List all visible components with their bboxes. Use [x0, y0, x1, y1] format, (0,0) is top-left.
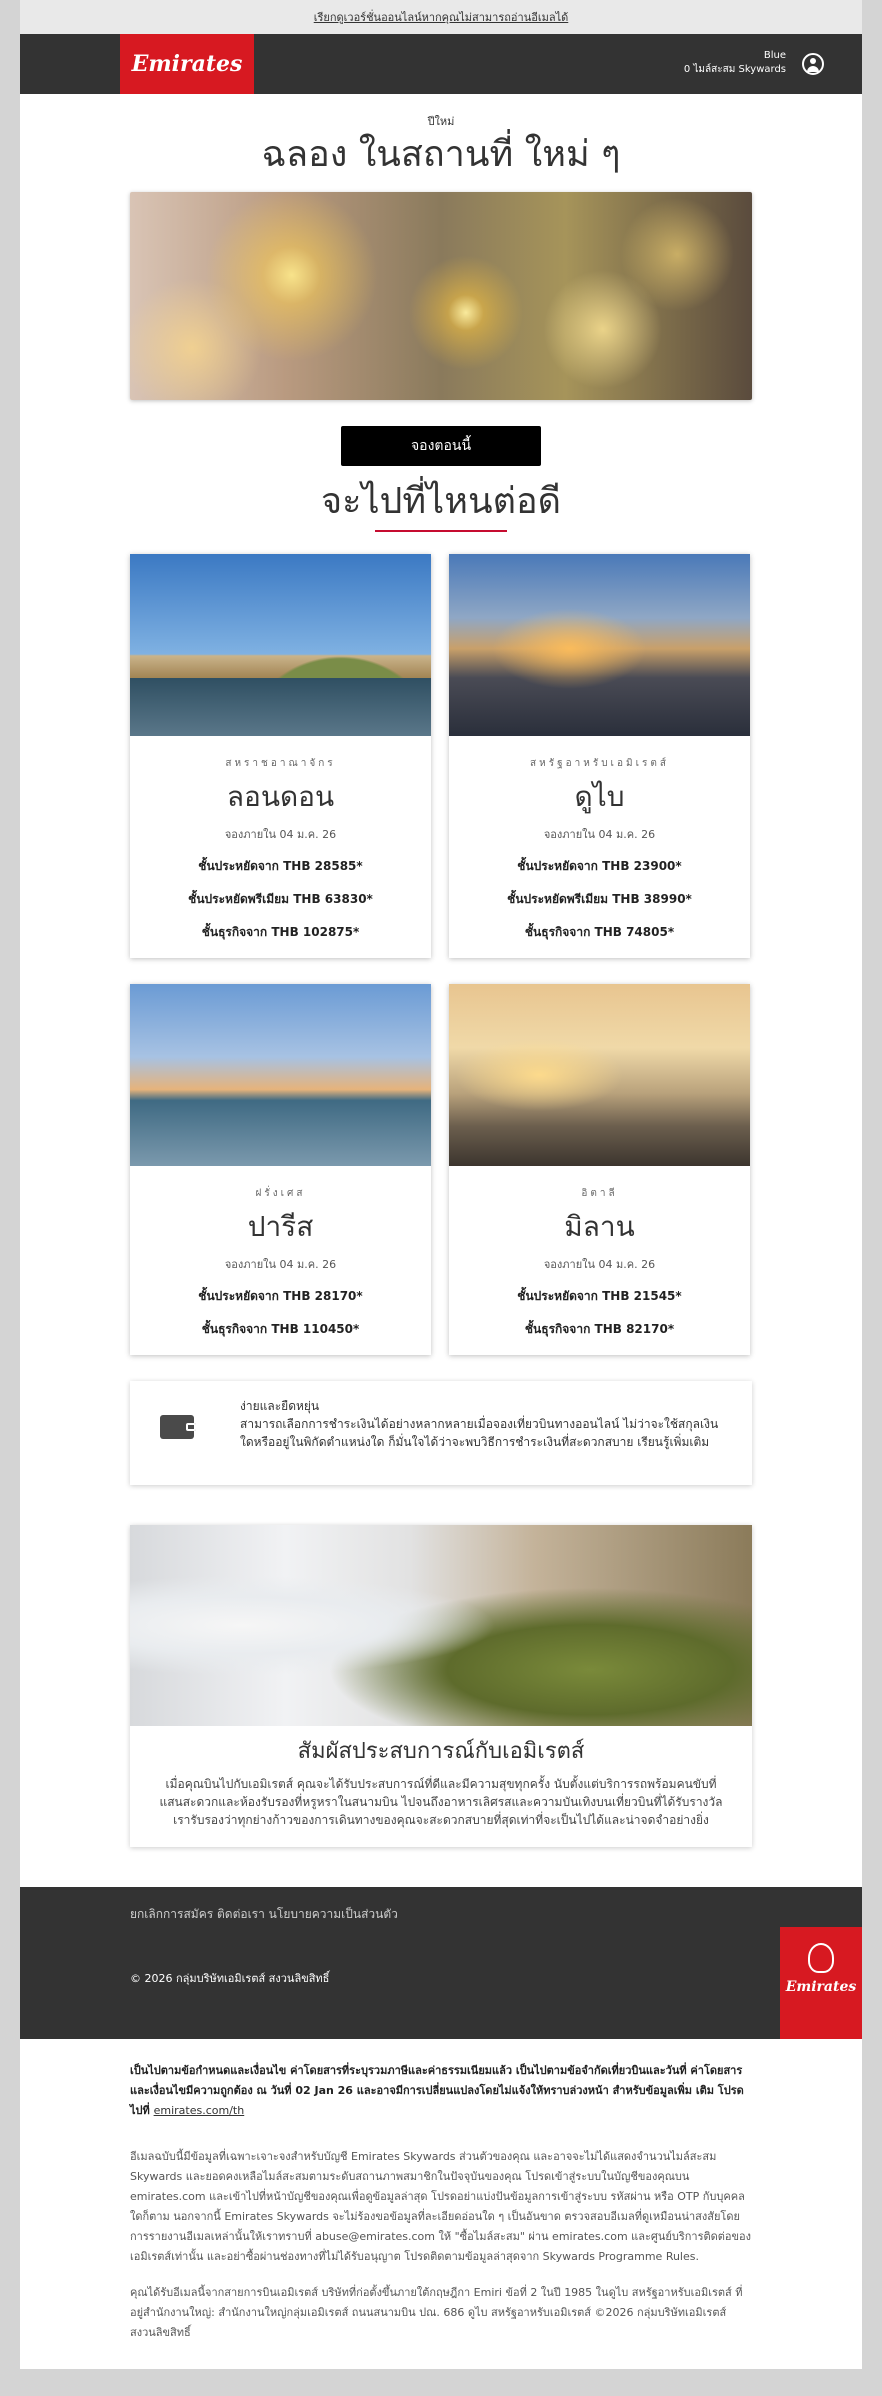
emirates-logo[interactable]: Emirates — [120, 34, 254, 94]
book-now-button[interactable]: จองตอนนี้ — [341, 426, 541, 466]
fare-business[interactable]: ชั้นธุรกิจจาก THB 74805* — [524, 925, 675, 939]
fare-premium-economy[interactable]: ชั้นประหยัดพรีเมียม THB 63830* — [188, 892, 373, 906]
card-country: อิตาลี — [581, 1188, 618, 1199]
wallet-icon — [160, 1415, 194, 1439]
card-book-by: จองภายใน 04 ม.ค. 26 — [224, 828, 337, 841]
email-header — [20, 34, 862, 94]
email-body — [20, 34, 862, 2369]
destination-card-dubai[interactable] — [449, 554, 750, 958]
card-city[interactable]: ลอนดอน — [226, 780, 335, 813]
card-country: ฝรั่งเศส — [255, 1188, 306, 1199]
hero-image[interactable] — [130, 192, 752, 400]
card-city[interactable]: ปารีส — [247, 1210, 314, 1243]
experience-title: สัมผัสประสบการณ์กับเอมิเรตส์ — [297, 1739, 585, 1764]
footer-logo-text: Emirates — [785, 1979, 857, 1995]
company-disclaimer: คุณได้รับอีเมลนี้จากสายการบินเอมิเรตส์ บริษัทที่ก่อตั้งขึ้นภายใต้กฤษฎีกา Emiri ข้อที่ 2 ในปี 1985 ในดูไบ สหรัฐอาหรับเอมิเรตส์ ที่อยู่สำนักงานใหญ่: สำนักงานใหญ่กลุ่มเอมิเรตส์ ถนนสนามบิน ปณ. 686 ดูไบ สหรัฐอาหรับเอมิเรตส์ ©2026 กลุ่มบริษัทเอมิเรตส์ สงวนลิขสิทธิ์ — [130, 2286, 743, 2339]
card-country: สหราชอาณาจักร — [225, 758, 336, 769]
destination-card-paris[interactable] — [130, 984, 431, 1355]
card-book-by: จองภายใน 04 ม.ค. 26 — [543, 1258, 656, 1271]
payment-title: ง่ายและยืดหยุ่น — [240, 1399, 320, 1413]
experience-card[interactable] — [130, 1525, 752, 1847]
destinations-title: จะไปที่ไหนต่อดี — [321, 481, 561, 522]
fare-business[interactable]: ชั้นธุรกิจจาก THB 110450* — [201, 1322, 360, 1336]
destination-card-milan[interactable] — [449, 984, 750, 1355]
card-city[interactable]: มิลาน — [564, 1210, 635, 1243]
terms-text: เป็นไปตามข้อกำหนดและเงื่อนไข ค่าโดยสารที่ระบุรวมภาษีและค่าธรรมเนียมแล้ว เป็นไปตามข้อจำกัดเที่ยวบินและวันที่ ค่าโดยสารและเงื่อนไขมีความถูกต้อง ณ วันที่ 02 Jan 26 และอาจมีการเปลี่ยนแปลงโดยไม่แจ้งให้ทราบล่วงหน้า สำหรับข้อมูลเพิ่ม เติม โปรดไปที่ — [130, 2064, 744, 2117]
user-circle-icon[interactable] — [802, 53, 824, 75]
card-book-by: จองภายใน 04 ม.ค. 26 — [224, 1258, 337, 1271]
tier-label: Blue — [763, 50, 786, 61]
card-book-by: จองภายใน 04 ม.ค. 26 — [543, 828, 656, 841]
skywards-status[interactable] — [684, 49, 786, 77]
title-underline — [375, 530, 507, 532]
milan-photo[interactable] — [449, 984, 750, 1166]
fare-business[interactable]: ชั้นธุรกิจจาก THB 102875* — [201, 925, 360, 939]
paris-photo[interactable] — [130, 984, 431, 1166]
fare-business[interactable]: ชั้นธุรกิจจาก THB 82170* — [524, 1322, 675, 1336]
payment-panel[interactable] — [130, 1381, 752, 1485]
fare-economy[interactable]: ชั้นประหยัดจาก THB 23900* — [517, 859, 682, 873]
terms-disclaimer — [20, 2039, 862, 2121]
hero-title: ฉลอง ในสถานที่ ใหม่ ๆ — [261, 134, 621, 175]
payment-text: สามารถเลือกการชำระเงินได้อย่างหลากหลายเมื่อจองเที่ยวบินทางออนไลน์ ไม่ว่าจะใช้สกุลเงินใดหรืออยู่ในพิกัดตำแหน่งใด ก็มั่นใจได้ว่าจะพบวิธีการชำระเงินที่สะดวกสบาย เรียนรู้เพิ่มเติม — [240, 1417, 719, 1449]
skywards-disclaimer: อีเมลฉบับนี้มีข้อมูลที่เฉพาะเจาะจงสำหรับบัญชี Emirates Skywards ส่วนตัวของคุณ และอาจจะไม่ได้แสดงจำนวนไมล์สะสม Skywards และยอดคงเหลือไมล์สะสมตามระดับสถานภาพสมาชิกในปัจจุบันของคุณ โปรดเข้าสู่ระบบในบัญชีของคุณบน emirates.com และเข้าไปที่หน้าบัญชีของคุณเพื่อดูข้อมูลล่าสุด โปรดอย่าแบ่งปันข้อมูลการเข้าสู่ระบบ รหัสผ่าน หรือ OTP กับบุคคลใดก็ตาม นอกจากนี้ Emirates Skywards จะไม่ร้องขอข้อมูลที่ละเอียดอ่อนใด ๆ เป็นอันขาด ตรวจสอบอีเมลที่ดูเหมือนน่าสงสัยโดยการรายงานอีเมลเหล่านั้นให้เราทราบที่ abuse@emirates.com ให้ "ซื้อไมล์สะสม" ผ่าน emirates.com และศูนย์บริการติดต่อของเอมิเรตส์เท่านั้น และอย่าซื้อผ่านช่องทางที่ไม่ได้รับอนุญาต โปรดติดตามข้อมูลล่าสุดจาก Skywards Programme Rules. — [130, 2150, 752, 2263]
emirates-th-link[interactable]: emirates.com/th — [153, 2104, 245, 2117]
experience-text: เมื่อคุณบินไปกับเอมิเรตส์ คุณจะได้รับประสบการณ์ที่ดีและมีความสุขทุกครั้ง นับตั้งแต่บริการรถพร้อมคนขับที่แสนสะดวกและห้องรับรองที่หรูหราในสนามบิน ไปจนถึงอาหารเลิศรสและความบันเทิงบนเที่ยวบินที่ได้รับรางวัล เรารับรองว่าทุกย่างก้าวของการเดินทางของคุณจะสะดวกสบายที่สุดเท่าที่จะเป็นไปได้และน่าจดจำอย่างยิ่ง — [159, 1777, 723, 1827]
destination-card-london[interactable] — [130, 554, 431, 958]
destination-grid — [130, 554, 752, 1355]
miles-label: 0 ไมล์สะสม Skywards — [683, 64, 786, 75]
footer-copyright: © 2026 กลุ่มบริษัทเอมิเรตส์ สงวนลิขสิทธิ์ — [130, 1972, 330, 1985]
hero-kicker: ปีใหม่ — [427, 115, 455, 128]
browser-view-bar — [20, 0, 862, 34]
fare-economy[interactable]: ชั้นประหยัดจาก THB 28170* — [198, 1289, 363, 1303]
dubai-photo[interactable] — [449, 554, 750, 736]
view-online-link[interactable]: เรียกดูเวอร์ชั่นออนไลน์หากคุณไม่สามารถอ่านอีเมลได้ — [313, 11, 569, 24]
card-country: สหรัฐอาหรับเอมิเรตส์ — [530, 758, 669, 769]
experience-photo[interactable] — [130, 1525, 752, 1729]
email-footer — [20, 1887, 862, 2039]
footer-links[interactable]: ยกเลิกการสมัคร ติดต่อเรา นโยบายความเป็นส่วนตัว — [130, 1907, 398, 1921]
footer-logo[interactable] — [780, 1927, 862, 2039]
emirates-emblem-icon — [808, 1943, 834, 1973]
london-photo[interactable] — [130, 554, 431, 736]
fare-premium-economy[interactable]: ชั้นประหยัดพรีเมียม THB 38990* — [507, 892, 692, 906]
card-city[interactable]: ดูไบ — [574, 780, 625, 813]
fare-economy[interactable]: ชั้นประหยัดจาก THB 21545* — [517, 1289, 682, 1303]
fare-economy[interactable]: ชั้นประหยัดจาก THB 28585* — [198, 859, 363, 873]
